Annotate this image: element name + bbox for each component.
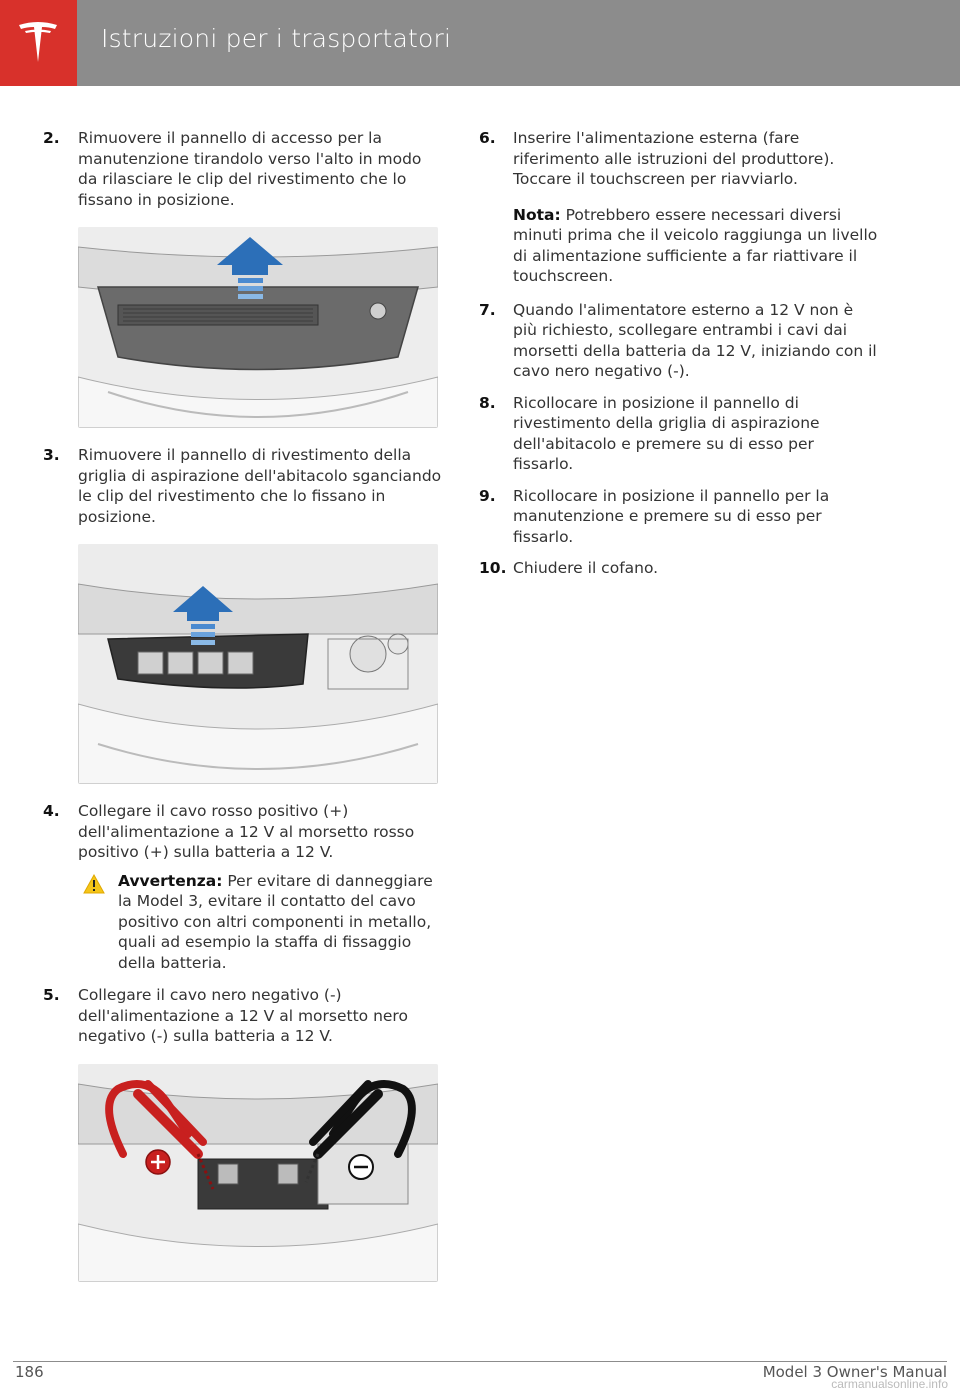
note-label: Nota: xyxy=(513,205,561,224)
step-text: Ricollocare in posizione il pannello di rivestimento della griglia di aspirazione dell'abitacolo e premere su di esso per fissarlo. xyxy=(513,393,820,473)
step-text: Chiudere il cofano. xyxy=(513,559,659,577)
step-number: 10. xyxy=(479,559,507,577)
step-text: Ricollocare in posizione il pannello per la manutenzione e premere su di esso per fissarlo. xyxy=(513,486,830,546)
page-number: 186 xyxy=(15,1363,44,1381)
manual-title: Model 3 Owner's Manual xyxy=(762,1363,947,1381)
step-number: 8. xyxy=(479,393,496,412)
step-text: Rimuovere il pannello di rivestimento della griglia di aspirazione dell'abitacolo sganciando le clip del rivestimento che lo fissano in posizione. xyxy=(78,446,442,526)
step-text: Collegare il cavo rosso positivo (+) dell'alimentazione a 12 V al morsetto rosso positivo (+) sulla batteria a 12 V. xyxy=(78,802,415,861)
cabin-grille-illustration xyxy=(78,544,438,784)
step-number: 2. xyxy=(43,129,60,147)
tesla-logo-icon xyxy=(13,18,63,68)
step-text: Rimuovere il pannello di accesso per la manutenzione tirandolo verso l'alto in modo da rilasciare le clip del rivestimento che lo fissano in posizione. xyxy=(78,129,422,209)
watermark: carmanualsonline.info xyxy=(831,1377,948,1391)
step-number: 3. xyxy=(43,446,60,464)
footer-divider xyxy=(13,1361,947,1362)
left-column xyxy=(43,128,443,1299)
step-4 xyxy=(43,801,443,863)
tesla-logo xyxy=(0,0,77,86)
step-3 xyxy=(43,445,443,527)
note-box xyxy=(479,205,879,287)
step-number: 5. xyxy=(43,986,60,1004)
note-text: Potrebbero essere necessari diversi minuti prima che il veicolo raggiunga un livello di alimentazione sufficiente a far riattivare il touchscreen. xyxy=(513,205,878,285)
access-panel-illustration xyxy=(78,227,438,428)
step-2 xyxy=(43,128,443,210)
step-number: 4. xyxy=(43,802,60,820)
step-6 xyxy=(479,128,879,190)
step-text: Quando l'alimentatore esterno a 12 V non è più richiesto, scollegare entrambi i cavi dai morsetti della batteria da 12 V, iniziando con il cavo nero negativo (-). xyxy=(513,300,877,380)
figure-jump-cables xyxy=(78,1064,438,1282)
step-7 xyxy=(479,300,879,382)
warning-box xyxy=(78,871,443,974)
step-8 xyxy=(479,393,879,475)
step-9 xyxy=(479,486,879,548)
step-5 xyxy=(43,985,443,1047)
figure-cabin-intake-grille xyxy=(78,544,438,784)
step-number: 9. xyxy=(479,486,496,505)
figure-access-panel xyxy=(78,227,438,428)
page-title: Istruzioni per i trasportatori xyxy=(101,24,452,53)
step-10 xyxy=(479,558,879,579)
jump-cables-illustration xyxy=(78,1064,438,1282)
warning-icon xyxy=(83,874,105,894)
step-number: 6. xyxy=(479,129,496,147)
warning-text: Per evitare di danneggiare la Model 3, evitare il contatto del cavo positivo con altri componenti in metallo, quali ad esempio la staffa di fissaggio della batteria. xyxy=(118,871,433,972)
step-text: Inserire l'alimentazione esterna (fare riferimento alle istruzioni del produttore). Toccare il touchscreen per riavviarlo. xyxy=(513,129,835,188)
step-text: Collegare il cavo nero negativo (-) dell'alimentazione a 12 V al morsetto nero negativo (-) sulla batteria a 12 V. xyxy=(78,986,408,1045)
right-column xyxy=(479,128,879,590)
step-number: 7. xyxy=(479,300,496,319)
page-header xyxy=(0,0,960,86)
warning-label: Avvertenza: xyxy=(118,871,223,890)
